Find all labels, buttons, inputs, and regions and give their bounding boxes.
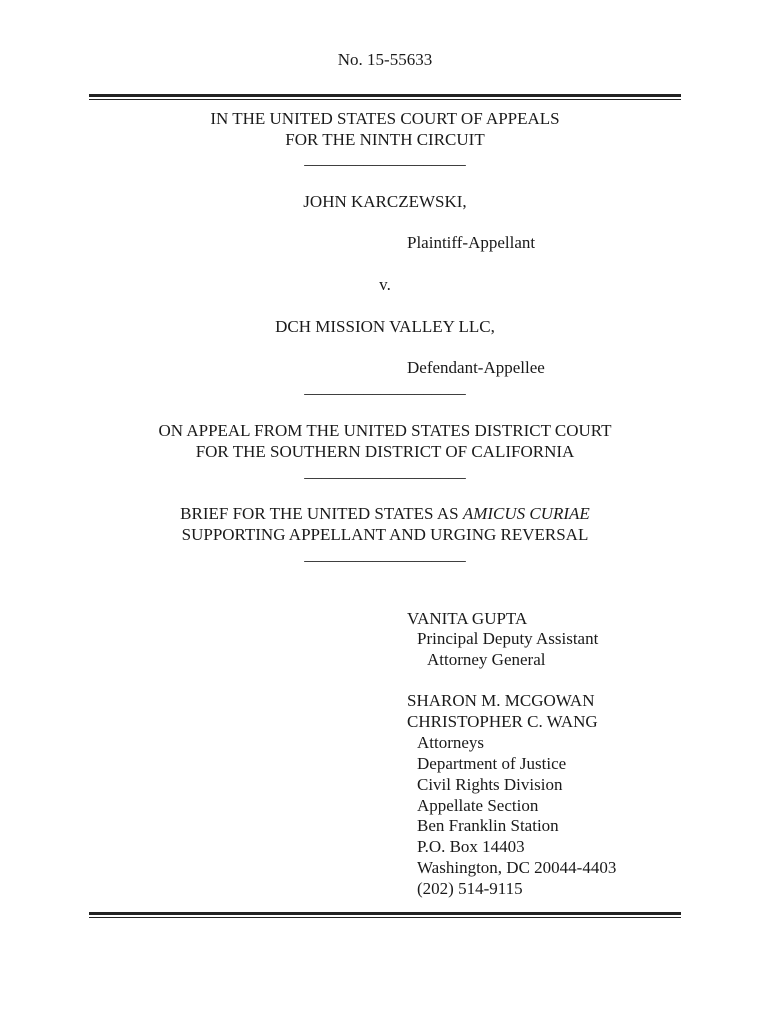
- court-name-line2: FOR THE NINTH CIRCUIT: [285, 130, 485, 149]
- counsel-title-1b: Attorney General: [427, 650, 546, 669]
- address-line: Civil Rights Division: [417, 775, 563, 794]
- brief-title-prefix: BRIEF FOR THE UNITED STATES AS: [180, 504, 463, 523]
- separator-3: ___________________: [304, 462, 466, 481]
- docket-number: No. 15-55633: [337, 50, 433, 69]
- address-line: Department of Justice: [417, 754, 567, 773]
- bottom-rule: [89, 912, 681, 918]
- counsel-name-2: SHARON M. MCGOWAN: [407, 691, 595, 710]
- counsel-title-1a: Principal Deputy Assistant: [417, 629, 599, 648]
- top-rule: [89, 94, 681, 100]
- plaintiff-name: JOHN KARCZEWSKI,: [303, 192, 467, 211]
- counsel-title-2: Attorneys: [417, 733, 485, 752]
- address-line: P.O. Box 14403: [417, 837, 525, 856]
- separator-1: ___________________: [304, 149, 466, 168]
- phone-number: (202) 514-9115: [417, 879, 523, 898]
- address-line: Ben Franklin Station: [417, 816, 559, 835]
- counsel-name-1: VANITA GUPTA: [407, 609, 528, 628]
- versus: v.: [379, 275, 391, 294]
- appeal-line2: FOR THE SOUTHERN DISTRICT OF CALIFORNIA: [195, 442, 575, 461]
- plaintiff-role: Plaintiff-Appellant: [407, 233, 536, 252]
- brief-title-italic: AMICUS CURIAE: [462, 504, 590, 523]
- counsel-name-3: CHRISTOPHER C. WANG: [407, 712, 598, 731]
- brief-title-line1: [0, 503, 770, 524]
- brief-title-line2: SUPPORTING APPELLANT AND URGING REVERSAL: [181, 525, 589, 544]
- appeal-line1: ON APPEAL FROM THE UNITED STATES DISTRICT COURT: [158, 421, 612, 440]
- separator-4: ___________________: [304, 545, 466, 564]
- address-line: Appellate Section: [417, 796, 539, 815]
- defendant-name: DCH MISSION VALLEY LLC,: [275, 317, 495, 336]
- defendant-role: Defendant-Appellee: [407, 358, 545, 377]
- separator-2: ___________________: [304, 378, 466, 397]
- address-line: Washington, DC 20044-4403: [417, 858, 617, 877]
- court-name-line1: IN THE UNITED STATES COURT OF APPEALS: [210, 109, 560, 128]
